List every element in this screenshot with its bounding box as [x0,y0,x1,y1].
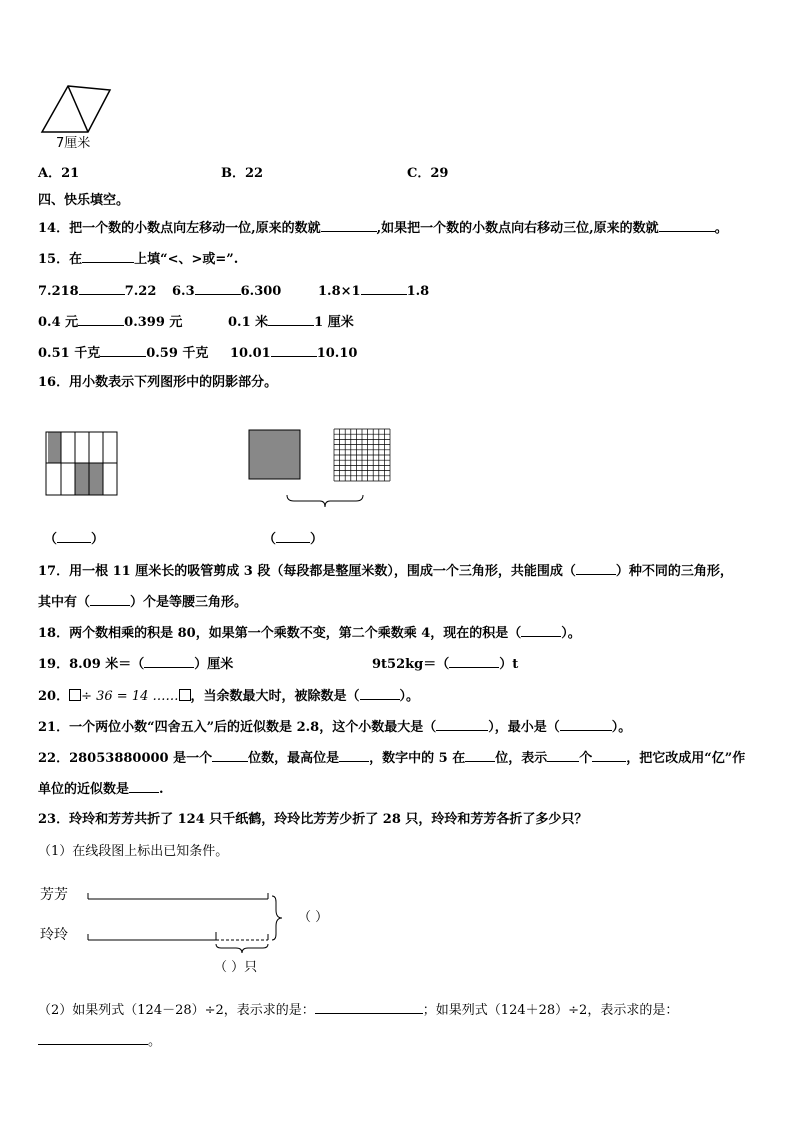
question-number: 23． [38,812,70,827]
question-text: ）t [499,657,519,672]
blank[interactable] [465,749,495,762]
question-text: 一个两位小数“四舍五入”后的近似数是 2.8，这个小数最大是（ [69,720,437,735]
question-text: ）个是等腰三角形。 [130,595,248,610]
question-text: 上填“<、>或=”. [134,252,239,267]
question-number: 15． [38,252,70,267]
difference-paren[interactable]: （ ）只 [214,960,258,975]
question-20 [38,687,419,705]
question-text: 。 [714,221,728,236]
compare-item: 6.3 6.300 [172,284,282,299]
question-text: 玲玲和芳芳共折了 124 只千纸鹤，玲玲比芳芳少折了 28 只，玲玲和芳芳各折了多少只？ [69,812,588,827]
question-15 [38,250,238,268]
question-text: ）。 [399,689,420,704]
blank[interactable] [592,749,626,762]
label-lingling: 玲玲 [40,927,68,943]
question-text: 位数，最高位是 [248,751,340,766]
blank[interactable] [449,655,499,668]
question-number: 16． [38,375,70,390]
question-text: 位，表示 [495,751,548,766]
answer-paren-1: （ ） [44,532,105,547]
total-paren[interactable]: （ ） [298,910,329,925]
question-number: 18． [38,626,70,641]
sub-question-1: （1）在线段图上标出已知条件。 [38,844,229,859]
blank[interactable] [57,530,91,543]
figure-length-label: 7厘米 [56,136,91,151]
question-text: ）种不同的三角形， [615,564,733,579]
question-number: 21． [38,720,70,735]
question-text: ）。 [561,626,581,641]
question-22 [38,749,745,767]
option-c: C．29 [407,166,449,181]
compare-item: 10.01 10.10 [230,346,358,361]
line-segment-diagram [86,886,316,966]
blank[interactable] [90,593,130,606]
answer-paren-2: （ ） [263,532,324,547]
compare-item: 0.1 米 1 厘米 [228,315,354,330]
blank[interactable] [315,1001,423,1014]
question-text: 用小数表示下列图形中的阴影部分。 [69,375,278,390]
sub-question-2 [38,1001,678,1019]
question-text: 。 [148,1034,162,1049]
curly-brace [286,494,366,508]
question-text: ，当余数最大时，被除数是（ [190,689,360,704]
parallelogram-figure [38,82,118,142]
question-17-line2 [38,593,247,611]
question-number: 19． [38,657,70,672]
question-23 [38,812,587,828]
option-b: B．22 [221,166,264,181]
blank[interactable] [79,282,125,295]
blank[interactable] [212,749,248,762]
blank[interactable] [78,313,124,326]
blank[interactable] [271,344,317,357]
question-number: 17． [38,564,70,579]
question-text: ，数字中的 5 在 [369,751,466,766]
compare-item: 1.8×1 1.8 [318,284,430,299]
blank[interactable] [576,562,616,575]
blank[interactable] [129,780,159,793]
blank[interactable] [38,1032,148,1045]
blank[interactable] [547,749,579,762]
question-text: 个 [579,751,593,766]
question-text: ；如果列式（124＋28）÷2，表示求的是： [422,1003,679,1018]
blank[interactable] [195,282,241,295]
question-text: . [159,782,164,797]
question-19 [38,655,233,673]
blank[interactable] [339,749,369,762]
blank[interactable] [82,250,134,263]
question-text: ）厘米 [194,657,234,672]
section-title: 四、快乐填空。 [38,193,130,208]
question-21 [38,718,631,736]
question-text: 单位的近似数是 [38,782,130,797]
question-text: 把一个数的小数点向左移动一位,原来的数就 [69,221,321,236]
hundred-grid-figure [333,428,393,482]
blank[interactable] [436,718,488,731]
blank[interactable] [360,687,400,700]
blank[interactable] [659,219,715,232]
question-number: 22． [38,751,70,766]
compare-item: 7.218 7.22 [38,284,157,299]
option-a: A．21 [38,166,80,181]
question-17 [38,562,733,580]
question-number: 14． [38,221,70,236]
question-text: ,如果把一个数的小数点向右移动三位,原来的数就 [376,221,659,236]
question-14 [38,219,728,237]
empty-box-icon[interactable] [179,689,191,701]
compare-item: 0.51 千克 0.59 千克 [38,346,209,361]
question-text: ，把它改成用“亿”作 [626,751,746,766]
question-text: 两个数相乘的积是 80，如果第一个乘数不变，第二个乘数乘 4，现在的积是（ [69,626,522,641]
label-fangfang: 芳芳 [40,887,68,903]
question-text: 8.09 米＝（ [69,657,145,672]
blank[interactable] [100,344,146,357]
question-text: （2）如果列式（124－28）÷2，表示求的是： [38,1003,315,1018]
blank[interactable] [560,718,612,731]
question-text: 其中有（ [38,595,91,610]
blank[interactable] [276,530,310,543]
division-expression: ÷ 36 = 14 …… [81,689,179,704]
sub-question-2-line2 [38,1032,161,1050]
rectangle-grid-figure [45,432,119,496]
empty-box-icon[interactable] [69,689,81,701]
question-19-part2 [372,655,518,673]
shaded-square-figure [248,429,302,481]
question-22-line2 [38,780,164,798]
compare-item: 0.4 元 0.399 元 [38,315,183,330]
question-text: 用一根 11 厘米长的吸管剪成 3 段（每段都是整厘米数），围成一个三角形，共能围成（ [69,564,576,579]
question-text: 28053880000 是一个 [69,751,213,766]
question-text: ）。 [611,720,632,735]
blank[interactable] [144,655,194,668]
blank[interactable] [361,282,407,295]
question-text: ），最小是（ [488,720,560,735]
question-text: 9t52kg＝（ [372,657,450,672]
blank[interactable] [321,219,377,232]
question-text: 在 [69,252,83,267]
question-number: 20． [38,689,70,704]
question-16 [38,375,277,391]
blank[interactable] [521,624,561,637]
blank[interactable] [268,313,314,326]
question-18 [38,624,581,642]
